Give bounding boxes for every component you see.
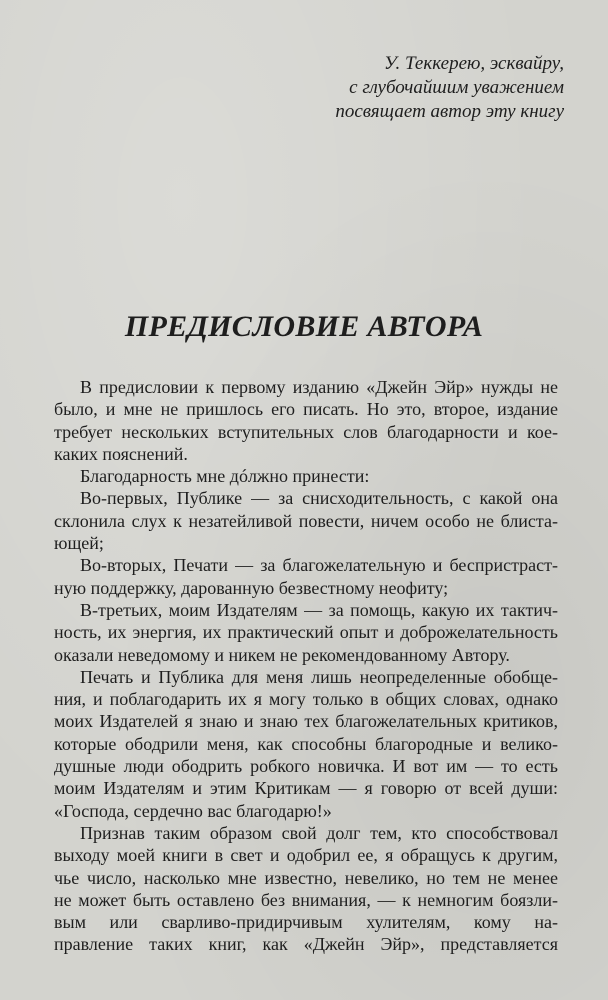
dedication	[204, 52, 564, 124]
text-line: вым или сварливо-придирчивым хулителям, кому на-	[54, 912, 558, 933]
text-line: которые ободрили меня, как способны благородные и велико-	[54, 733, 558, 754]
dedication-line: с глубочайшим уважением	[349, 77, 564, 98]
text-line: «Господа, сердечно вас благодарю!»	[54, 800, 332, 821]
text-line: правление таких книг, как «Джейн Эйр», представляется	[54, 934, 558, 955]
text-line: В предисловии к первому изданию «Джейн Эйр» нужды не	[80, 377, 558, 397]
paragraph	[54, 554, 558, 599]
text-line: требует нескольких вступительных слов благодарности и кое-	[54, 421, 558, 442]
text-line: душные люди ободрить робкого новичка. И вот им — то есть	[54, 756, 558, 777]
text-line: не может быть оставлено без внимания, — к немногим боязли-	[54, 889, 558, 910]
dedication-line: посвящает автор эту книгу	[335, 101, 564, 122]
dedication-line: У. Теккерею, эсквайру,	[383, 53, 564, 74]
text-line: каких пояснений.	[54, 443, 188, 464]
chapter-title: ПРЕДИСЛОВИЕ АВТОРА	[124, 310, 484, 343]
text-line: моим Издателям и этим Критикам — я говорю от всей души:	[54, 778, 558, 799]
text-line: В-третьих, моим Издателям — за помощь, какую их тактич-	[80, 599, 558, 620]
preface-body	[54, 376, 558, 956]
text-line: ность, их энергия, их практический опыт и доброжелательность	[54, 622, 558, 643]
text-line: Печать и Публика для меня лишь неопределенные обобще-	[80, 666, 558, 687]
paragraph	[54, 376, 558, 465]
text-line: чье число, насколько мне известно, невелико, но тем не менее	[54, 867, 558, 888]
text-line: ную поддержку, дарованную безвестному неофиту;	[54, 577, 449, 598]
text-line: ющей;	[54, 533, 104, 554]
paragraph	[54, 465, 558, 487]
text-line: выходу моей книги в свет и одобрил ее, я обращусь к другим,	[54, 845, 558, 866]
text-line: оказали неведомому и никем не рекомендованному Автору.	[54, 644, 510, 665]
paragraph	[54, 666, 558, 822]
paragraph	[54, 487, 558, 554]
text-line: Во-первых, Публике — за снисходительность, с какой она	[80, 488, 558, 509]
paragraph	[54, 822, 558, 956]
text-line: Признав таким образом свой долг тем, кто способствовал	[80, 822, 558, 843]
text-line: ния, и поблагодарить их я могу только в общих словах, однако	[54, 689, 558, 710]
paragraph	[54, 599, 558, 666]
text-line: было, и мне не пришлось его писать. Но это, второе, издание	[54, 399, 558, 420]
text-line: склонила слух к незатейливой повести, ничем особо не блиста-	[54, 510, 558, 531]
text-line: моих Издателей я знаю и знаю тех благожелательных критиков,	[54, 711, 558, 732]
text-line: Во-вторых, Печати — за благожелательную и беспристраст-	[80, 555, 558, 576]
text-line: Благодарность мне дóлжно принести:	[80, 466, 370, 487]
